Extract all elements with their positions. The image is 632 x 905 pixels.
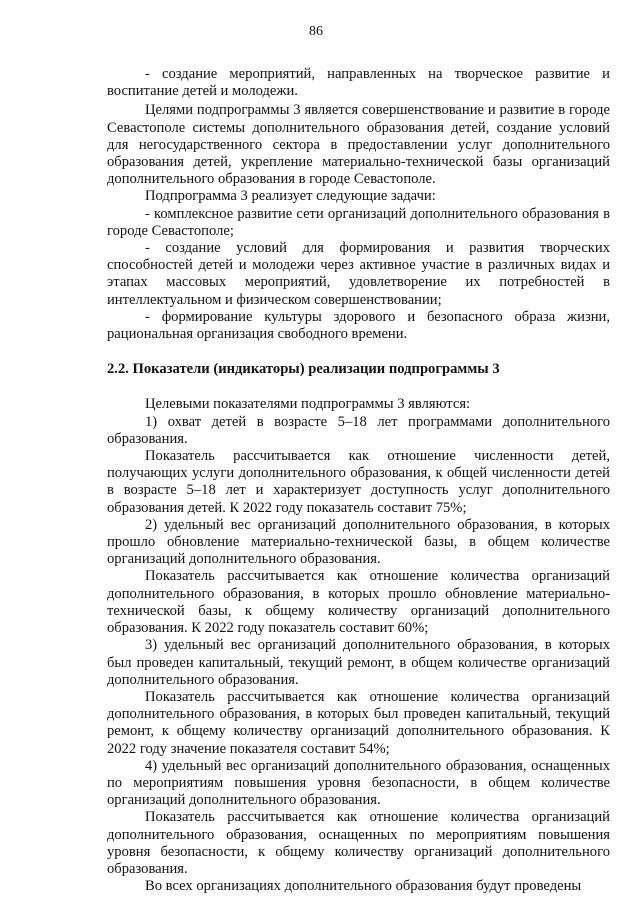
list-item: 1) охват детей в возрасте 5–18 лет программами дополнительного образования. [107,413,610,447]
paragraph: Показатель рассчитывается как отношение количества организаций дополнительного образования, в которых был проведен капитальный, текущий ремонт, к общему количеству организаций дополнительного образования. К 2022 году значение показателя составит 54%; [107,688,610,757]
paragraph: Показатель рассчитывается как отношение численности детей, получающих услуги дополнительного образования, к общей численности детей в возрасте 5–18 лет и характеризует доступность услуг дополнительного образования детей. К 2022 году показатель составит 75%; [107,448,610,516]
list-item: - комплексное развитие сети организаций дополнительного образования в городе Севастополе; [107,205,610,239]
paragraph: Показатель рассчитывается как отношение количества организаций дополнительного образования, оснащенных по мероприятиям повышения уровня безопасности, к общему количеству организаций дополнительного образования. [107,809,610,877]
paragraph: Целями подпрограммы 3 является совершенствование и развитие в городе Севастополе системы дополнительного образования детей, создание условий для негосударственного сектора в предоставлении услуг дополнительного образования детей, укрепление материально-технической базы организаций дополнительного образования в городе Севастополе. [107,102,610,188]
list-item: 4) удельный вес организаций дополнительного образования, оснащенных по мероприятиям повышения уровня безопасности, в общем количестве организаций дополнительного образования. [107,757,610,809]
document-body [107,66,610,895]
list-item: - формирование культуры здорового и безопасного образа жизни, рациональная организация свободного времени. [107,308,610,343]
paragraph: - создание мероприятий, направленных на творческое развитие и воспитание детей и молодежи. [107,66,610,100]
list-item: 2) удельный вес организаций дополнительного образования, в которых прошло обновление материально-технической базы, в общем количестве организаций дополнительного образования. [107,516,610,568]
list-item: 3) удельный вес организаций дополнительного образования, в которых был проведен капитальный, текущий ремонт, в общем количестве организаций дополнительного образования. [107,637,610,688]
list-item: - создание условий для формирования и развития творческих способностей детей и молодежи через активное участие в различных видах и этапах массовых мероприятий, удовлетворение их потребностей в интеллектуальном и физическом совершенствовании; [107,240,610,308]
paragraph: Показатель рассчитывается как отношение количества организаций дополнительного образования, в которых прошло обновление материально-технической базы, к общему количеству организаций дополнительного образования. К 2022 году показатель составит 60%; [107,568,610,637]
page-number: 86 [309,24,323,39]
paragraph: Подпрограмма 3 реализует следующие задачи: [145,188,436,205]
paragraph: Целевыми показателями подпрограммы 3 являются: [145,396,471,413]
section-heading: 2.2. Показатели (индикаторы) реализации подпрограммы 3 [107,361,500,378]
paragraph: Во всех организациях дополнительного образования будут проведены [145,878,582,895]
